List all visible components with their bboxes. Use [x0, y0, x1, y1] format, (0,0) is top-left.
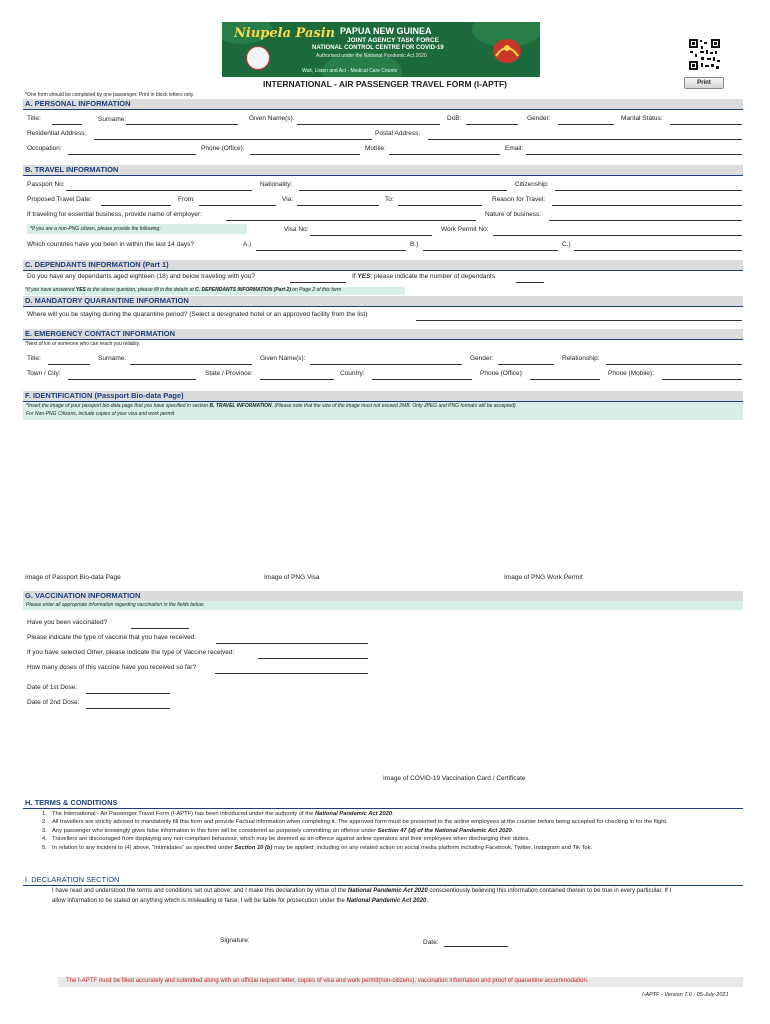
label-from: From: — [178, 196, 195, 203]
terms-list — [42, 810, 722, 852]
ec-country-field[interactable] — [372, 379, 472, 380]
label-marital-status: Marital Status: — [621, 115, 663, 122]
reason-field[interactable] — [552, 205, 742, 206]
terms-item: 4. Travellers are discouraged from displaying any non-compliant behaviour, which may be deemed as an offence against airline operators and their employees when discharging their duties. — [42, 836, 530, 843]
label-dob: DoB: — [447, 115, 462, 122]
label-country-a: A.) — [243, 241, 252, 248]
banner-agency-line3: Authorised under the National Pandemic Act 2020 — [316, 53, 427, 59]
dob-field[interactable] — [466, 124, 518, 125]
marital-status-field[interactable] — [670, 124, 742, 125]
given-names-field[interactable] — [297, 124, 440, 125]
qr-code-icon — [688, 38, 721, 71]
signature-field[interactable] — [258, 930, 398, 944]
section-c-heading: C. DEPENDANTS INFORMATION (Part 1) — [23, 260, 743, 271]
banner-agency-line2: NATIONAL CONTROL CENTRE FOR COVID-19 — [312, 45, 444, 51]
label-essential-business: If traveling for essential business, provide name of employer: — [27, 211, 202, 218]
label-ec-gender: Gender: — [470, 355, 494, 362]
residential-address-field[interactable] — [94, 139, 372, 140]
section-h-heading: H. TERMS & CONDITIONS — [23, 798, 743, 809]
work-permit-image-upload[interactable] — [500, 424, 742, 568]
label-passport-no: Passport No: — [27, 181, 65, 188]
section-b-heading: B. TRAVEL INFORMATION — [23, 165, 743, 176]
banner-footer-line: Wait, Listen and Act - Medical Care Counts — [302, 68, 398, 74]
label-ec-surname: Surname: — [98, 355, 127, 362]
terms-item-number: 1. — [42, 811, 47, 817]
label-phone-office: Phone (Office): — [201, 145, 245, 152]
postal-address-field[interactable] — [428, 139, 742, 140]
declaration-text: I have read and understood the terms and conditions set out above; and I make this declaration by virtue of the National Pandemic Act 2020 conscientiously believing this information contained therein to be true in every particular. If I allow information to be stated on anything which is misleading or false, I will be liable for prosecution under the National Pandemic Act 2020. — [52, 888, 672, 904]
section-g-heading: G. VACCINATION INFORMATION — [23, 591, 743, 602]
banner-country: PAPUA NEW GUINEA — [340, 26, 432, 36]
label-reason: Reason for Travel: — [492, 196, 546, 203]
to-field[interactable] — [398, 205, 482, 206]
non-png-note: *If you are a non-PNG citizen, please provide the following: — [27, 224, 247, 234]
label-nature-business: Nature of business: — [485, 211, 542, 218]
vaccination-card-upload[interactable] — [200, 712, 740, 772]
terms-item: 1. The International - Air Passenger Travel Form (I-APTF) has been introduced under the authority of the National Pandemic Act 2020. — [42, 811, 394, 817]
declaration-date-field[interactable] — [444, 946, 508, 947]
terms-item-number: 5. — [42, 844, 47, 851]
banner-agency-line1: JOINT AGENCY TASK FORCE — [347, 37, 439, 44]
label-postal-address: Postal Address: — [375, 130, 421, 137]
vaccine-other-field[interactable] — [258, 658, 368, 659]
label-citizenship: Citizenship: — [515, 181, 549, 188]
passport-image-upload[interactable] — [25, 424, 255, 568]
ec-town-field[interactable] — [68, 379, 196, 380]
country-a-field[interactable] — [256, 250, 406, 251]
label-work-permit-no: Work Permit No: — [441, 226, 489, 233]
label-vaccine-other: If you have selected Other, please indicate the type of Vaccine received: — [27, 649, 235, 656]
label-ec-title: Title: — [27, 355, 41, 362]
label-ec-given: Given Name(s): — [260, 355, 306, 362]
label-country-b: B.) — [410, 241, 419, 248]
terms-item-number: 2. — [42, 819, 47, 826]
label-visa-image: Image of PNG Visa — [264, 574, 320, 581]
label-passport-image: Image of Passport Bio-data Page — [25, 574, 121, 581]
label-mobile: Mobile: — [365, 145, 386, 152]
country-b-field[interactable] — [423, 250, 558, 251]
phone-office-field[interactable] — [250, 154, 360, 155]
bottom-note-bar: The I-APTF must be filled accurately and submitted along with an official request letter, copies of visa and work permit(non-citizens), vaccination information and proof of quarantine accommodation. — [58, 977, 743, 987]
country-c-field[interactable] — [574, 250, 742, 251]
ec-gender-field[interactable] — [498, 364, 554, 365]
label-via: Via: — [282, 196, 294, 203]
label-ec-town: Town / City: — [27, 370, 61, 377]
label-dose-2-date: Date of 2nd Dose: — [27, 699, 80, 706]
ec-title-field[interactable] — [48, 364, 90, 365]
citizenship-field[interactable] — [555, 190, 742, 191]
label-date: Date: — [423, 939, 439, 946]
label-ec-phone-office: Phone (Office): — [480, 370, 524, 377]
ec-phone-mobile-field[interactable] — [662, 379, 742, 380]
nationality-field[interactable] — [299, 190, 507, 191]
png-emblem-icon — [246, 46, 270, 70]
label-vaccinated: Have you been vaccinated? — [27, 619, 108, 626]
work-permit-no-field[interactable] — [493, 235, 742, 236]
terms-item-number: 4. — [42, 836, 47, 843]
dose-2-date-field[interactable] — [86, 708, 170, 709]
label-work-permit-image: Image of PNG Work Permit — [504, 574, 583, 581]
employer-field[interactable] — [226, 220, 476, 221]
terms-item-number: 3. — [42, 827, 47, 834]
label-vaccination-card: Image of COVID-19 Vaccination Card / Certificate — [383, 775, 526, 782]
label-ec-relationship: Relationship: — [562, 355, 600, 362]
dependants-if-yes: If YES; please indicate the number of dependants — [352, 273, 496, 280]
label-occupation: Occupation: — [27, 145, 62, 152]
terms-item: 3. Any passenger who knowingly gives false information in this form will be considered as purposely committing an offence under Section 47 (d) of the National Pandemic Act 2020. — [42, 827, 514, 834]
label-countries-14-days: Which countries have you been in within the last 14 days? — [27, 241, 194, 248]
label-residential-address: Residential Address: — [27, 130, 87, 137]
ec-phone-office-field[interactable] — [530, 379, 600, 380]
label-vaccine-type: Please indicate the type of vaccine that you have received: — [27, 634, 197, 641]
banner-script-title: Niupela Pasin — [234, 26, 336, 41]
dependants-count-field[interactable] — [516, 282, 544, 283]
visa-image-upload[interactable] — [262, 424, 492, 568]
email-field[interactable] — [526, 154, 742, 155]
from-field[interactable] — [199, 205, 276, 206]
label-visa-no: Visa No: — [284, 226, 309, 233]
dependants-question: Do you have any dependants aged eighteen (18) and below traveling with you? — [27, 273, 256, 280]
ec-given-field[interactable] — [310, 364, 462, 365]
label-dose-1-date: Date of 1st Dose: — [27, 684, 78, 691]
top-note: *One form should be completed by one passenger. Print in block letters only. — [25, 92, 195, 98]
title-field[interactable] — [52, 124, 82, 125]
label-ec-state: State / Province: — [205, 370, 253, 377]
section-f-heading: F. IDENTIFICATION (Passport Bio-data Page) — [23, 391, 743, 402]
surname-field[interactable] — [126, 124, 238, 125]
ec-state-field[interactable] — [260, 379, 334, 380]
vaccinated-field[interactable] — [131, 628, 189, 629]
visa-no-field[interactable] — [310, 235, 432, 236]
emergency-note: *Next of kin or someone who can reach you reliably. — [25, 341, 140, 347]
quarantine-facility-field[interactable] — [416, 320, 742, 321]
label-title: Title: — [27, 115, 41, 122]
label-signature: Signature: — [220, 937, 250, 944]
label-to: To: — [385, 196, 394, 203]
version-text: I-APTF - Version 7.0 - 05-July-2021 — [642, 992, 729, 998]
via-field[interactable] — [297, 205, 379, 206]
identification-note-box — [23, 402, 743, 420]
identification-note-1: *Insert the image of your passport bio-data page that you have specified in section B. TRAVEL INFORMATION. (Please note that the size of the image must not exceed 2MB. Only JPEG and PNG formats will be accepted) — [26, 403, 516, 409]
section-e-heading: E. EMERGENCY CONTACT INFORMATION — [23, 329, 743, 340]
ec-relationship-field[interactable] — [606, 364, 742, 365]
label-ec-country: Country: — [340, 370, 365, 377]
gender-field[interactable] — [558, 124, 614, 125]
vaccination-note-box: Please enter all appropriate information regarding vaccination in the fields below. — [23, 601, 743, 610]
vaccine-type-field[interactable] — [216, 643, 368, 644]
print-button[interactable]: Print — [684, 77, 724, 89]
dependants-note: *If you have answered YES to the above question, please fill in the details at C. DEPENDANTS INFORMATION (Part 2) on Page 2 of this form — [25, 287, 405, 295]
label-ec-phone-mobile: Phone (Mobile): — [608, 370, 654, 377]
label-travel-date: Proposed Travel Date: — [27, 196, 92, 203]
doses-field[interactable] — [215, 673, 368, 674]
mobile-field[interactable] — [389, 154, 500, 155]
label-doses: How many doses of this vaccine have you received so far? — [27, 664, 197, 671]
label-given-names: Given Name(s): — [249, 115, 295, 122]
section-i-heading: I. DECLARATION SECTION — [23, 875, 743, 886]
section-d-heading: D. MANDATORY QUARANTINE INFORMATION — [23, 296, 743, 307]
ec-surname-field[interactable] — [130, 364, 252, 365]
label-email: Email: — [505, 145, 524, 152]
label-country-c: C.) — [562, 241, 571, 248]
terms-item: 5. In relation to any incident to (4) above, “Intimidates” as specified under Section 10 (b) may be applied; including on any related action on social media platform including Facebook, Twitter, Instagram and Tik Tok. — [42, 844, 593, 851]
passport-no-field[interactable] — [66, 190, 252, 191]
travel-date-field[interactable] — [101, 205, 171, 206]
bird-of-paradise-icon — [490, 36, 524, 66]
dependants-answer-field[interactable] — [290, 282, 346, 283]
occupation-field[interactable] — [68, 154, 196, 155]
header-banner — [222, 22, 540, 77]
label-surname: Surname: — [98, 116, 127, 123]
terms-item: 2. All travellers are strictly advised to mandatorily fill this form and provide Factual information when completing it. The approved form must be presented to the airline employees at the counter before being accepted for checking in for the flight. — [42, 819, 668, 826]
quarantine-question: Where will you be staying during the quarantine period? (Select a designated hotel or an approved facility from the list) — [27, 311, 368, 318]
nature-business-field[interactable] — [549, 220, 742, 221]
form-title: INTERNATIONAL - AIR PASSENGER TRAVEL FORM (I-APTF) — [263, 79, 507, 89]
label-nationality: Nationality: — [260, 181, 293, 188]
identification-note-2: For Non-PNG Citizens, include copies of your visa and work permit — [26, 411, 175, 417]
section-a-heading: A. PERSONAL INFORMATION — [23, 99, 743, 110]
label-gender: Gender: — [527, 115, 551, 122]
dose-1-date-field[interactable] — [86, 693, 170, 694]
